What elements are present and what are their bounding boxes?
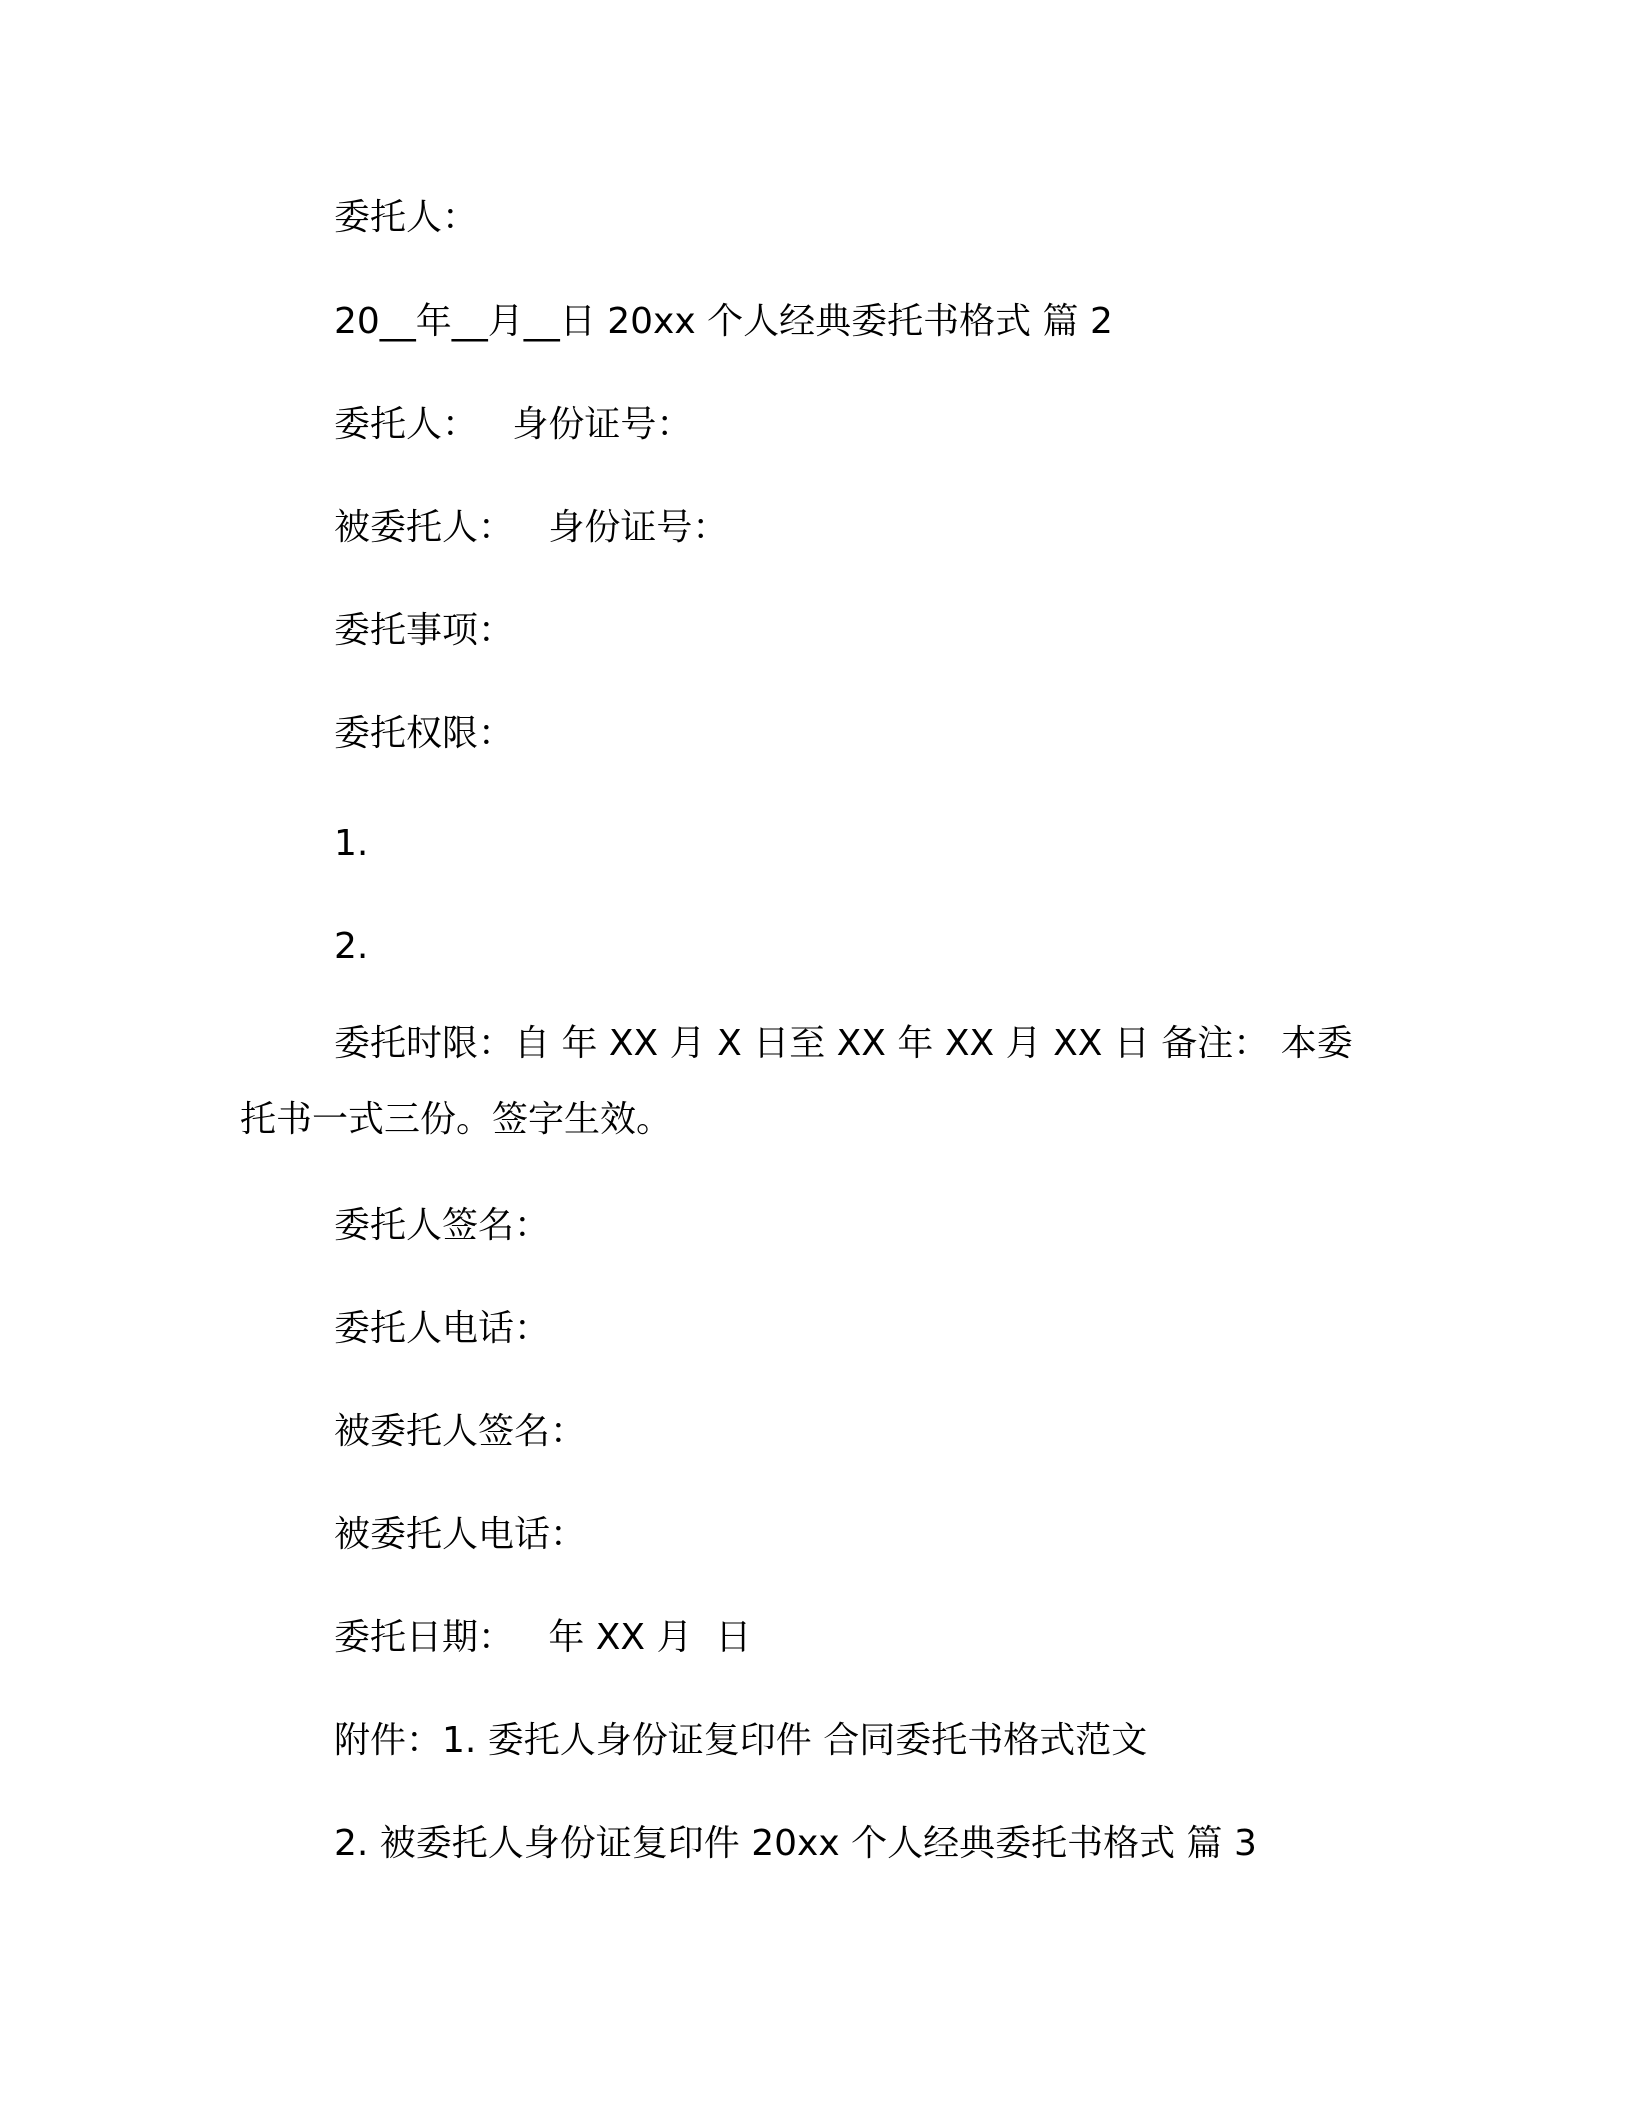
agent-phone-line: 被委托人电话： xyxy=(334,1514,587,1555)
entrust-date-line: 委托日期： 年 XX 月 日 xyxy=(334,1617,752,1658)
attachment-line-2: 2. 被委托人身份证复印件 20xx 个人经典委托书格式 篇 3 xyxy=(334,1823,1257,1864)
authority-item-1: 1. xyxy=(334,823,369,864)
authority-line: 委托权限： xyxy=(334,713,515,754)
agent-id-line: 被委托人： 身份证号： xyxy=(334,507,729,548)
agent-signature-line: 被委托人签名： xyxy=(334,1411,587,1452)
principal-line: 委托人： xyxy=(334,197,479,238)
principal-phone-line: 委托人电话： xyxy=(334,1308,551,1349)
principal-id-line: 委托人： 身份证号： xyxy=(334,404,693,445)
principal-signature-line: 委托人签名： xyxy=(334,1205,551,1246)
term-and-notes-paragraph: 委托时限：自 年 XX 月 X 日至 XX 年 XX 月 XX 日 备注： 本委托书一式三份。签字生效。 xyxy=(240,1023,1353,1140)
authority-item-2: 2. xyxy=(334,926,369,967)
entrusted-matters-line: 委托事项： xyxy=(334,610,515,651)
attachment-line-1: 附件：1. 委托人身份证复印件 合同委托书格式范文 xyxy=(334,1720,1148,1761)
date-heading-line: 20__年__月__日 20xx 个人经典委托书格式 篇 2 xyxy=(334,301,1113,342)
